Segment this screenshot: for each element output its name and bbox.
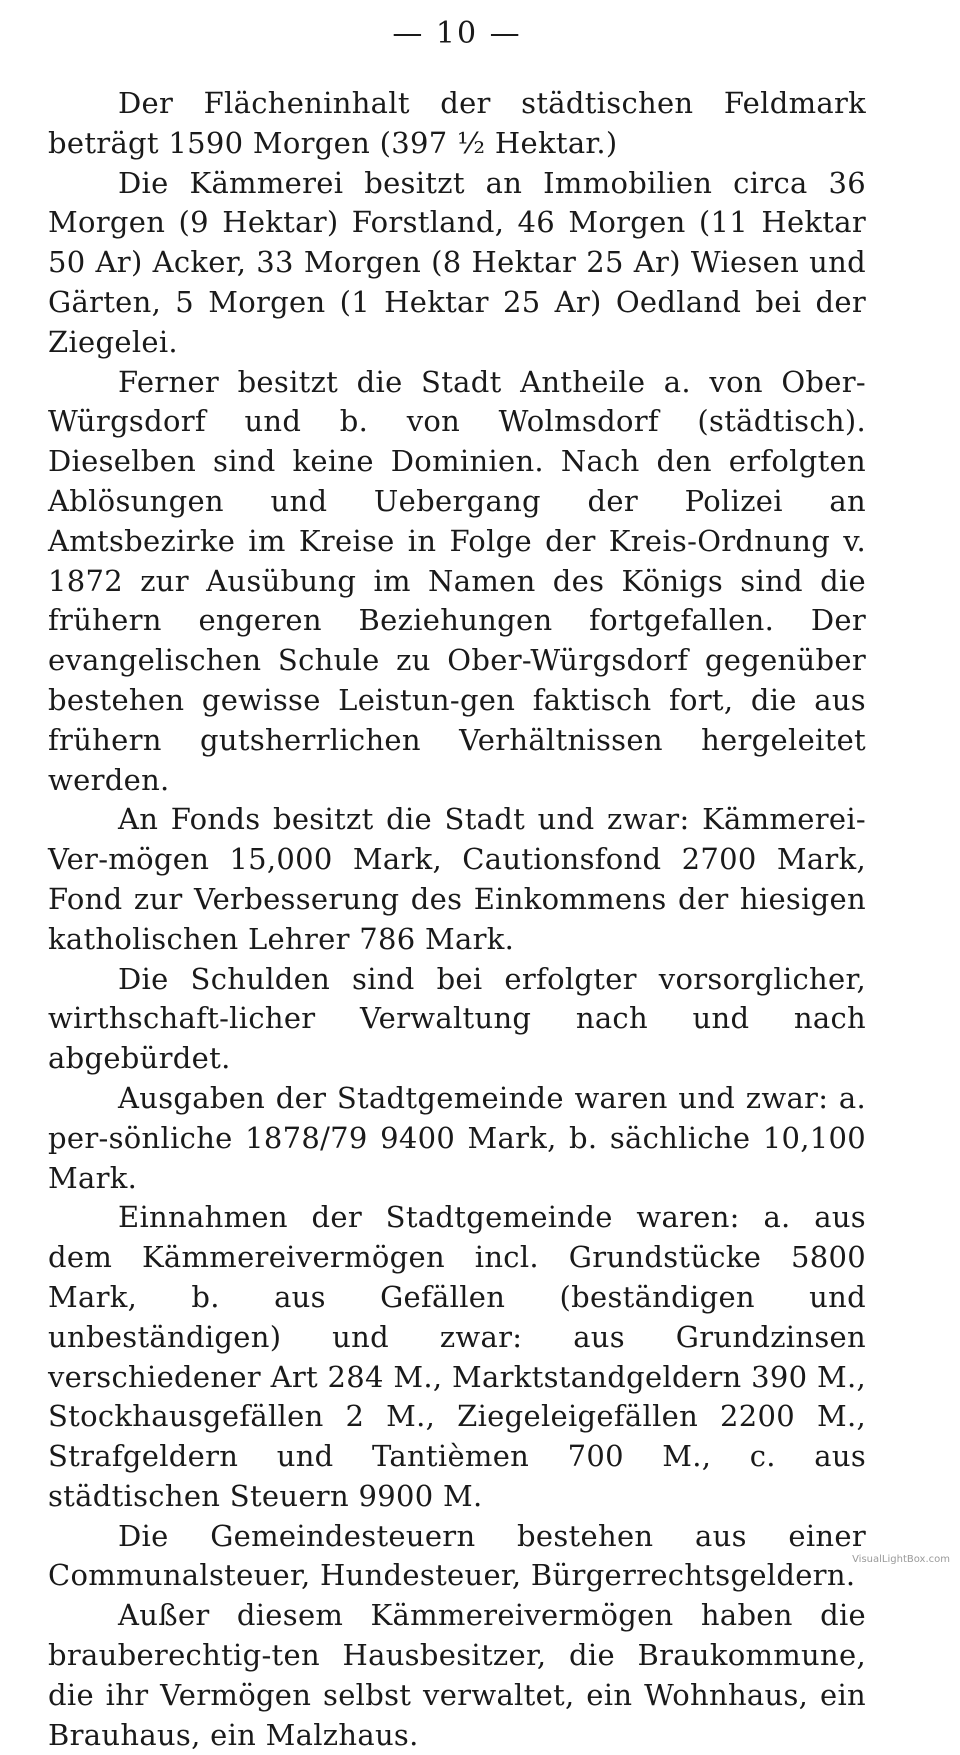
- paragraph-gemeindesteuern: Die Gemeindesteuern bestehen aus einer Communalsteuer, Hundesteuer, Bürgerrechtsgeldern.: [48, 1518, 866, 1593]
- paragraph-antheile: Ferner besitzt die Stadt Antheile a. von Ober-Würgsdorf und b. von Wolmsdorf (städtisch). Dieselben sind keine Dominien. Nach den erfolgten Ablösungen und Uebergang der Polizei an Amtsbezirke im Kreise in Folge der Kreis-Ordnung v. 1872 zur Ausübung im Namen des Königs sind die frühern engeren Beziehungen fortgefallen. Der evangelischen Schule zu Ober-Würgsdorf gegenüber bestehen gewisse Leistun-gen faktisch fort, die aus frühern gutsherrlichen Verhältnissen hergeleitet werden.: [48, 364, 866, 797]
- paragraph-einnahmen: Einnahmen der Stadtgemeinde waren: a. aus dem Kämmereivermögen incl. Grundstücke 5800 Mark, b. aus Gefällen (beständigen und unbeständigen) und zwar: aus Grundzinsen verschiedener Art 284 M., Marktstandgeldern 390 M., Stockhausgefällen 2 M., Ziegeleigefällen 2200 M., Strafgeldern und Tantièmen 700 M., c. aus städtischen Steuern 9900 M.: [48, 1200, 866, 1513]
- body-text: [48, 84, 866, 1755]
- paragraph-schulden: Die Schulden sind bei erfolgter vorsorglicher, wirthschaft-licher Verwaltung nach und nach abgebürdet.: [48, 961, 866, 1076]
- watermark: VisualLightBox.com: [852, 1554, 950, 1565]
- paragraph-feldmark: Der Flächeninhalt der städtischen Feldmark beträgt 1590 Morgen (397 ½ Hektar.): [48, 86, 866, 160]
- paragraph-immobilien: Die Kämmerei besitzt an Immobilien circa 36 Morgen (9 Hektar) Forstland, 46 Morgen (11 Hektar 50 Ar) Acker, 33 Morgen (8 Hektar 25 Ar) Wiesen und Gärten, 5 Morgen (1 Hektar 25 Ar) Oedland bei der Ziegelei.: [48, 165, 866, 359]
- paragraph-braukommune: Außer diesem Kämmereivermögen haben die brauberechtig-ten Hausbesitzer, die Braukommune, die ihr Vermögen selbst verwaltet, ein Wohnhaus, ein Brauhaus, ein Malzhaus.: [48, 1598, 866, 1752]
- page-number: — 10 —: [392, 16, 522, 51]
- paragraph-ausgaben: Ausgaben der Stadtgemeinde waren und zwar: a. per-sönliche 1878/79 9400 Mark, b. sächliche 10,100 Mark.: [48, 1080, 866, 1195]
- paragraph-fonds: An Fonds besitzt die Stadt und zwar: Kämmerei-Ver-mögen 15,000 Mark, Cautionsfond 2700 Mark, Fond zur Verbesserung des Einkommens der hiesigen katholischen Lehrer 786 Mark.: [48, 802, 866, 956]
